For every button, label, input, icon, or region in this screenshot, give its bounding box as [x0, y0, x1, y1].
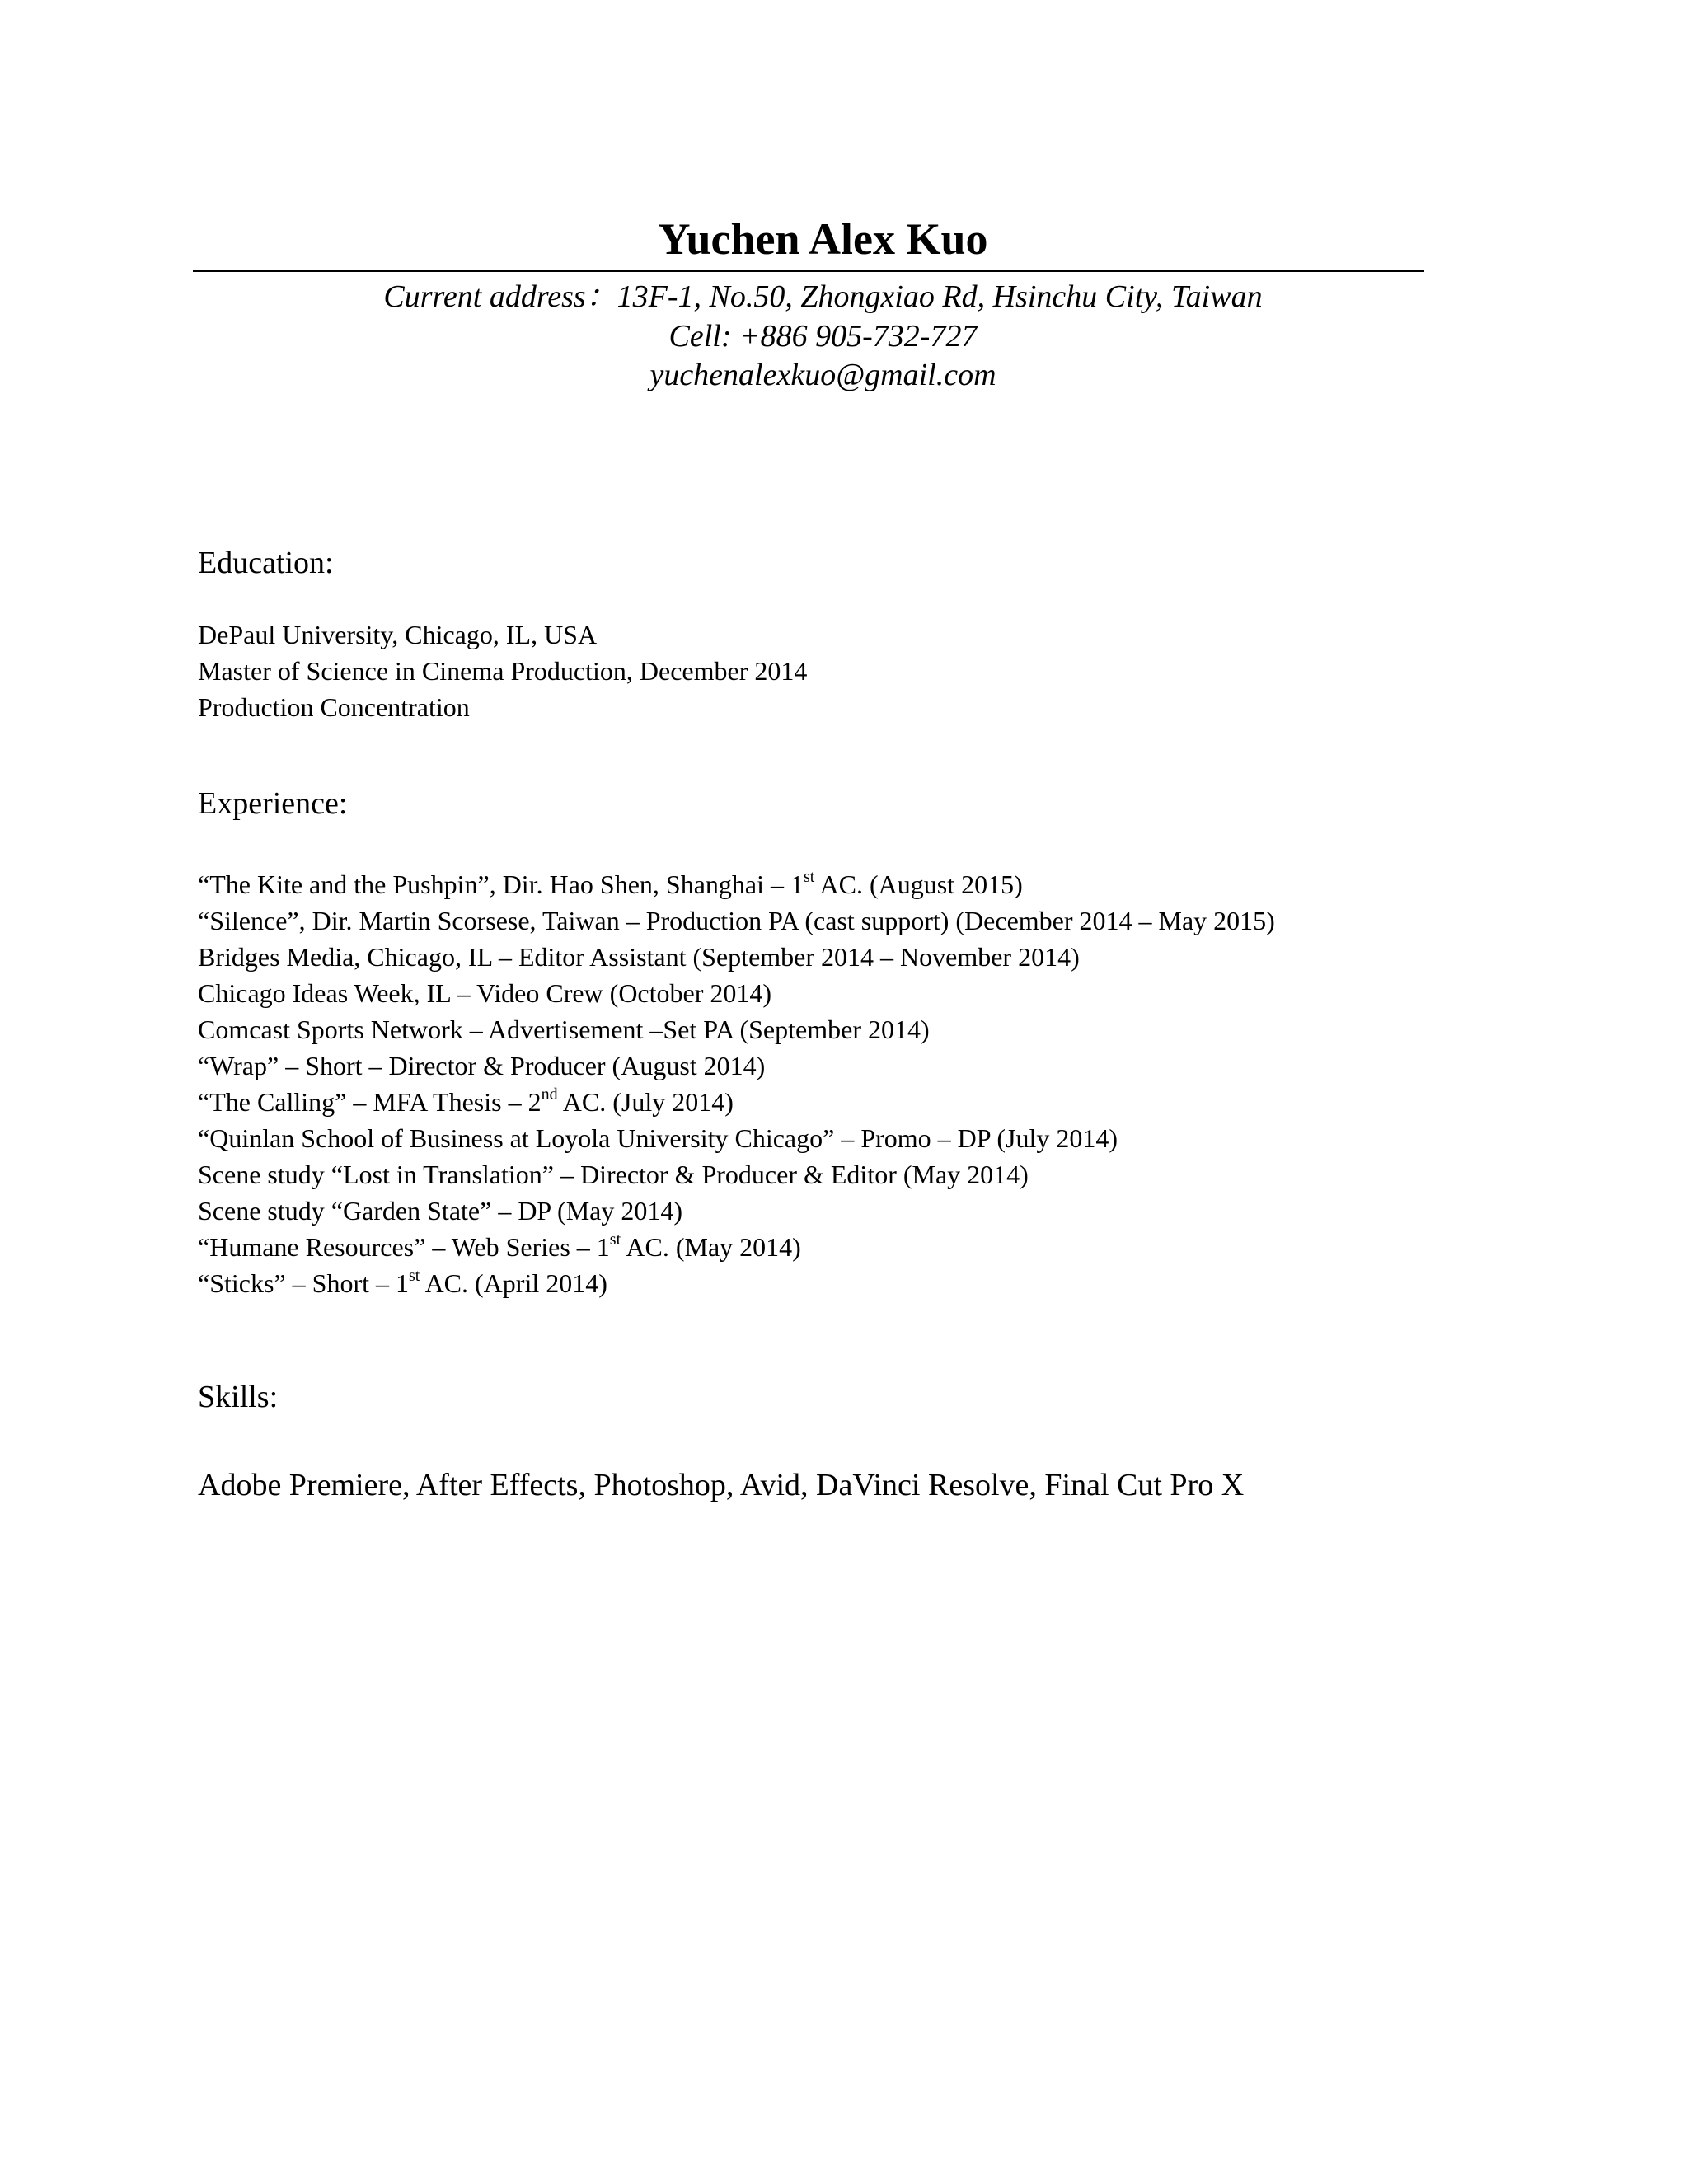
contact-cell: Cell: +886 905-732-727	[668, 319, 978, 354]
experience-item: Scene study “Lost in Translation” – Director & Producer & Editor (May 2014)	[198, 1160, 1029, 1189]
header-divider	[193, 270, 1424, 272]
education-line: Production Concentration	[198, 692, 470, 722]
experience-item: Bridges Media, Chicago, IL – Editor Assistant (September 2014 – November 2014)	[198, 942, 1080, 972]
experience-item: “Humane Resources” – Web Series – 1st AC. (May 2014)	[198, 1230, 801, 1262]
experience-item: “The Calling” – MFA Thesis – 2nd AC. (July 2014)	[198, 1085, 734, 1117]
experience-item: “Silence”, Dir. Martin Scorsese, Taiwan – Production PA (cast support) (December 2014 – May 2015)	[198, 906, 1275, 935]
education-line: DePaul University, Chicago, IL, USA	[198, 620, 598, 649]
contact-email: yuchenalexkuo@gmail.com	[649, 358, 996, 392]
experience-list	[198, 866, 1275, 1301]
education-list	[198, 616, 807, 725]
experience-item: Scene study “Garden State” – DP (May 2014)	[198, 1196, 682, 1226]
experience-item: “Wrap” – Short – Director & Producer (August 2014)	[198, 1051, 766, 1080]
experience-item: “Sticks” – Short – 1st AC. (April 2014)	[198, 1267, 607, 1298]
experience-item: Chicago Ideas Week, IL – Video Crew (October 2014)	[198, 978, 772, 1008]
experience-heading: Experience:	[198, 786, 348, 821]
resume-name: Yuchen Alex Kuo	[658, 214, 988, 264]
experience-item: “The Kite and the Pushpin”, Dir. Hao Shen, Shanghai – 1st AC. (August 2015)	[198, 868, 1023, 899]
skills-list: Adobe Premiere, After Effects, Photoshop, Avid, DaVinci Resolve, Final Cut Pro X	[198, 1468, 1245, 1502]
skills-heading: Skills:	[198, 1380, 279, 1414]
experience-item: Comcast Sports Network – Advertisement –Set PA (September 2014)	[198, 1015, 930, 1044]
education-line: Master of Science in Cinema Production, December 2014	[198, 656, 808, 686]
education-heading: Education:	[198, 546, 334, 580]
experience-item: “Quinlan School of Business at Loyola University Chicago” – Promo – DP (July 2014)	[198, 1123, 1118, 1153]
contact-address: Current address：13F-1, No.50, Zhongxiao Rd, Hsinchu City, Taiwan	[383, 279, 1263, 314]
